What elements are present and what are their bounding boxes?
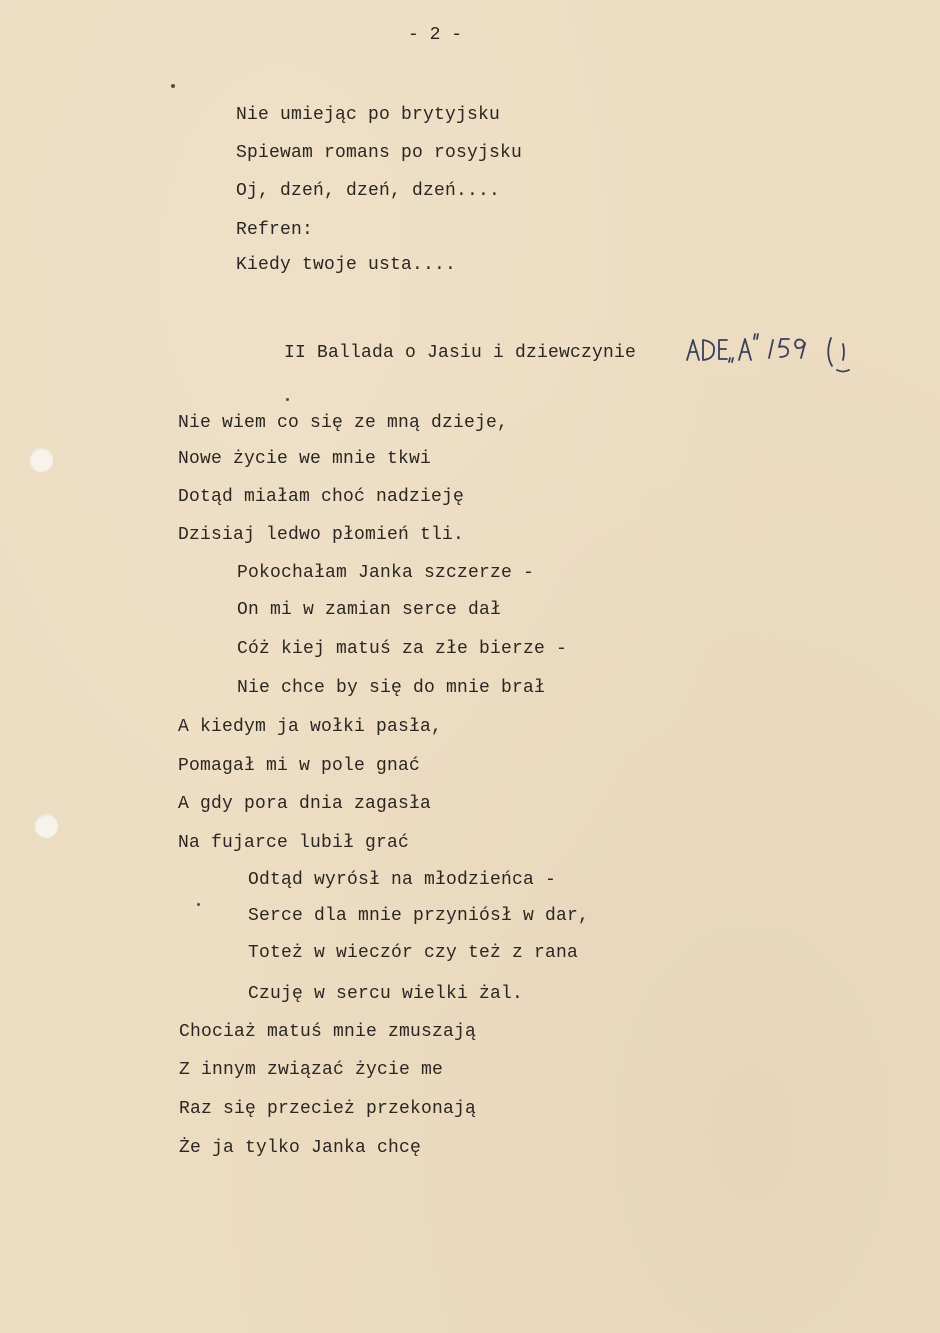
- ballad-line: Z innym związać życie me: [179, 1060, 444, 1080]
- ballad-line: Na fujarce lubił grać: [178, 833, 410, 853]
- intro-line: Kiedy twoje usta....: [236, 255, 457, 275]
- ballad-line: Toteż w wieczór czy też z rana: [248, 943, 579, 963]
- ink-speck: [286, 398, 289, 401]
- intro-line: Oj, dzeń, dzeń, dzeń....: [236, 181, 501, 201]
- ballad-line: Pokochałam Janka szczerze -: [237, 563, 535, 583]
- ballad-line: Nie wiem co się ze mną dzieje,: [178, 413, 509, 433]
- ballad-line: Pomagał mi w pole gnać: [178, 756, 421, 776]
- ballad-line: Że ja tylko Janka chcę: [179, 1138, 422, 1158]
- ballad-line: Czuję w sercu wielki żal.: [248, 984, 524, 1004]
- ballad-line: Serce dla mnie przyniósł w dar,: [248, 906, 590, 926]
- ballad-line: Cóż kiej matuś za złe bierze -: [237, 639, 568, 659]
- ballad-line: Dotąd miałam choć nadzieję: [178, 487, 465, 507]
- ink-speck: [197, 903, 200, 906]
- page-number: - 2 -: [408, 25, 463, 45]
- archive-mark: [685, 328, 875, 388]
- punch-hole-top: [29, 448, 53, 472]
- ballad-line: A kiedym ja wołki pasła,: [178, 717, 443, 737]
- intro-line: Nie umiejąc po brytyjsku: [236, 105, 501, 125]
- ballad-line: Nowe życie we mnie tkwi: [178, 449, 432, 469]
- punch-hole-bottom: [34, 814, 58, 838]
- ballad-line: A gdy pora dnia zagasła: [178, 794, 432, 814]
- ink-speck: [171, 84, 175, 88]
- section-title: II Ballada o Jasiu i dziewczynie: [284, 343, 637, 363]
- ballad-line: Nie chce by się do mnie brał: [237, 678, 546, 698]
- ballad-line: Dzisiaj ledwo płomień tli.: [178, 525, 465, 545]
- ballad-line: On mi w zamian serce dał: [237, 600, 502, 620]
- intro-line: Spiewam romans po rosyjsku: [236, 143, 523, 163]
- intro-line: Refren:: [236, 220, 314, 240]
- ballad-line: Chociaż matuś mnie zmuszają: [179, 1022, 477, 1042]
- ballad-line: Odtąd wyrósł na młodzieńca -: [248, 870, 557, 890]
- ballad-line: Raz się przecież przekonają: [179, 1099, 477, 1119]
